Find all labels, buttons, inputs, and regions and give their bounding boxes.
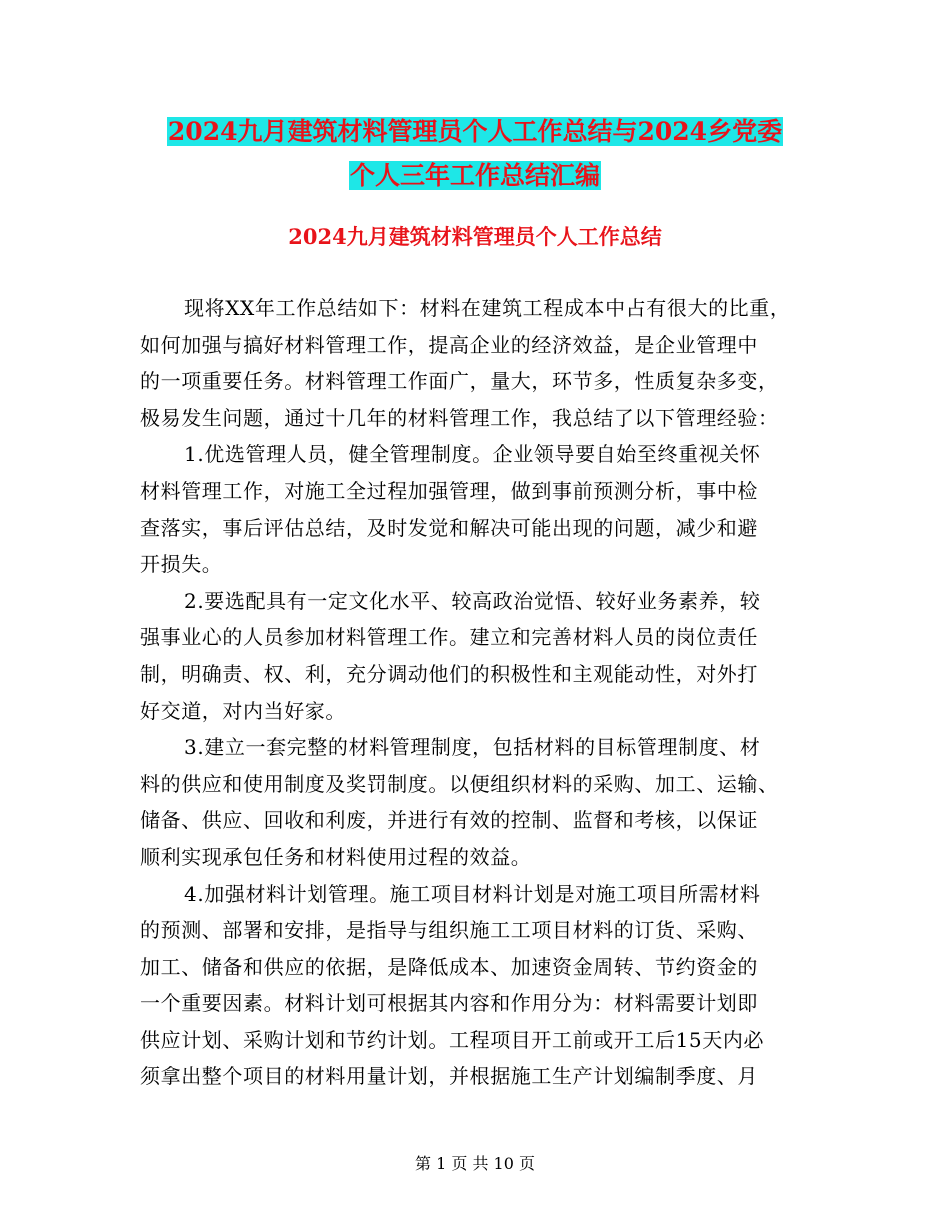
paragraph-4-line-3: 储备、供应、回收和利废，并进行有效的控制、监督和考核，以保证 — [140, 808, 758, 833]
document-title-line-1: 2024九月建筑材料管理员个人工作总结与2024乡党委 — [167, 117, 783, 146]
document-title-line-2: 个人三年工作总结汇编 — [349, 161, 600, 190]
paragraph-1-line-1: 现将XX年工作总结如下：材料在建筑工程成本中占有很大的比重， — [184, 296, 791, 320]
paragraph-3-line-1: 2.要选配具有一定文化水平、较高政治觉悟、较好业务素养，较 — [184, 588, 761, 613]
paragraph-5-line-5: 供应计划、采购计划和节约计划。工程项目开工前或开工后15天内必 — [140, 1027, 765, 1052]
document-title — [0, 110, 950, 198]
paragraph-4-line-1: 3.建立一套完整的材料管理制度，包括材料的目标管理制度、材 — [184, 735, 761, 760]
paragraph-3-line-4: 好交道，对内当好家。 — [140, 698, 346, 723]
paragraph-3-line-2: 强事业心的人员参加材料管理工作。建立和完善材料人员的岗位责任 — [140, 625, 758, 650]
paragraph-2-line-2: 材料管理工作，对施工全过程加强管理，做到事前预测分析，事中检 — [140, 478, 758, 503]
paragraph-2-line-4: 开损失。 — [140, 552, 223, 577]
paragraph-2-line-3: 查落实，事后评估总结，及时发觉和解决可能出现的问题，减少和避 — [140, 515, 758, 540]
paragraph-1-line-3: 的一项重要任务。材料管理工作面广，量大，环节多，性质复杂多变， — [140, 369, 779, 394]
paragraph-2-line-1: 1.优选管理人员，健全管理制度。企业领导要自始至终重视关怀 — [184, 442, 761, 467]
paragraph-5-line-2: 的预测、部署和安排，是指导与组织施工工项目材料的订货、采购、 — [140, 918, 758, 943]
body-text — [140, 290, 830, 1095]
paragraph-5-line-6: 须拿出整个项目的材料用量计划，并根据施工生产计划编制季度、月 — [140, 1064, 758, 1089]
paragraph-4-line-4: 顺利实现承包任务和材料使用过程的效益。 — [140, 844, 532, 869]
paragraph-3-line-3: 制，明确责、权、利，充分调动他们的积极性和主观能动性，对外打 — [140, 661, 758, 686]
paragraph-4-line-2: 料的供应和使用制度及奖罚制度。以便组织材料的采购、加工、运输、 — [140, 771, 779, 796]
paragraph-5-line-1: 4.加强材料计划管理。施工项目材料计划是对施工项目所需材料 — [184, 881, 761, 906]
page-footer: 第 1 页 共 10 页 — [415, 1154, 535, 1173]
section-title: 2024九月建筑材料管理员个人工作总结 — [288, 224, 662, 249]
paragraph-1-line-4: 极易发生问题，通过十几年的材料管理工作，我总结了以下管理经验： — [140, 405, 779, 430]
paragraph-5-line-4: 一个重要因素。材料计划可根据其内容和作用分为：材料需要计划即 — [140, 991, 758, 1016]
paragraph-5-line-3: 加工、储备和供应的依据，是降低成本、加速资金周转、节约资金的 — [140, 954, 758, 979]
paragraph-1-line-2: 如何加强与搞好材料管理工作，提高企业的经济效益，是企业管理中 — [140, 332, 758, 357]
